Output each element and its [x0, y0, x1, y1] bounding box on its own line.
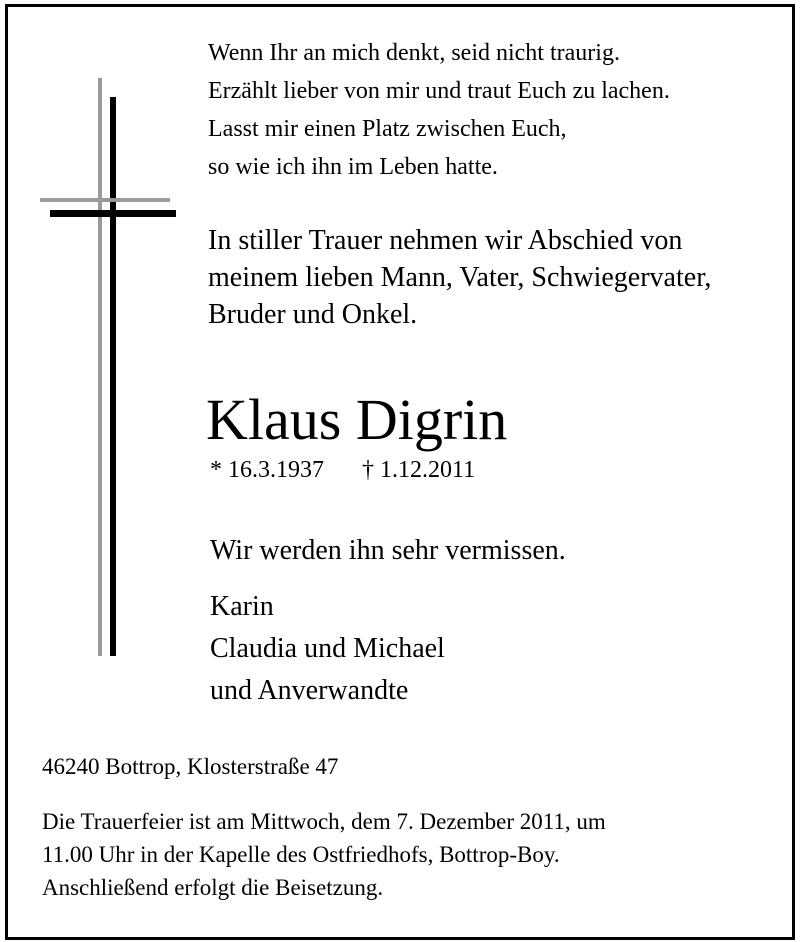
intro-line: Bruder und Onkel.: [208, 299, 418, 330]
poem-line: Lasst mir einen Platz zwischen Euch,: [208, 116, 567, 142]
mourner: und Anverwandte: [210, 675, 409, 706]
closing-sentence: Wir werden ihn sehr vermissen.: [210, 535, 566, 566]
death-date: † 1.12.2011: [362, 457, 476, 483]
funeral-line: 11.00 Uhr in der Kapelle des Ostfriedhofs, Bottrop-Boy.: [42, 842, 560, 867]
farewell-intro: [208, 222, 711, 333]
poem-line: so wie ich ihn im Leben hatte.: [208, 154, 498, 180]
mourners-list: [210, 586, 445, 712]
cross-horizontal-shadow: [40, 198, 170, 202]
poem-line: Erzählt lieber von mir und traut Euch zu lachen.: [208, 78, 670, 104]
mourner: Claudia und Michael: [210, 633, 445, 664]
cross-horizontal-beam: [50, 210, 176, 217]
family-address: 46240 Bottrop, Klosterstraße 47: [42, 754, 339, 779]
funeral-line: Die Trauerfeier ist am Mittwoch, dem 7. Dezember 2011, um: [42, 809, 606, 834]
funeral-details: [42, 805, 606, 904]
cross-vertical-shadow: [98, 78, 102, 656]
funeral-line: Anschließend erfolgt die Beisetzung.: [42, 875, 384, 900]
deceased-name: Klaus Digrin: [206, 387, 508, 452]
cross-vertical-beam: [110, 97, 116, 656]
mourner: Karin: [210, 591, 274, 622]
intro-line: In stiller Trauer nehmen wir Abschied von: [208, 225, 683, 256]
poem: [208, 34, 670, 186]
birth-date: * 16.3.1937: [210, 457, 324, 483]
intro-line: meinem lieben Mann, Vater, Schwiegervater,: [208, 262, 712, 293]
life-dates: [210, 455, 475, 485]
poem-line: Wenn Ihr an mich denkt, seid nicht traurig.: [208, 40, 620, 66]
